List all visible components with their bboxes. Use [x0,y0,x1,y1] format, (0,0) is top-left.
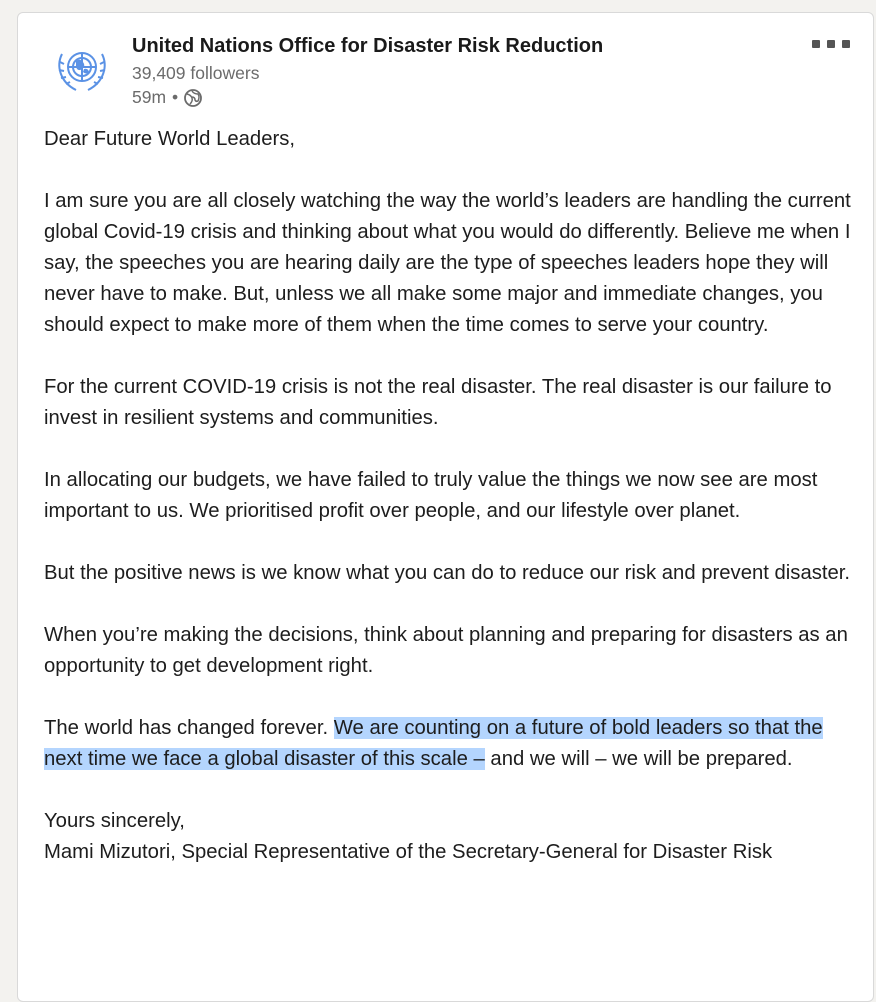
paragraph: But the positive news is we know what you can do to reduce our risk and prevent disaster. [44,562,851,584]
more-options-icon[interactable] [812,37,850,51]
un-emblem-icon[interactable] [52,42,112,96]
highlighted-text: We are counting on a future of bold leaders so that the next time we face a global disaster of this scale – [44,717,823,770]
paragraph: When you’re making the decisions, think about planning and preparing for disasters as an opportunity to get development right. [44,624,848,677]
closing: Yours sincerely, [44,810,185,832]
post-body [44,124,864,868]
greeting: Dear Future World Leaders, [44,128,296,150]
follower-count: 39,409 followers [132,63,260,83]
paragraph: In allocating our budgets, we have failed to truly value the things we now see are most important to us. We prioritised profit over people, and our lifestyle over planet. [44,469,818,522]
meta-separator: • [172,87,179,107]
menu-dot [842,40,850,48]
author-name[interactable]: United Nations Office for Disaster Risk Reduction [132,35,604,57]
paragraph: I am sure you are all closely watching the way the world’s leaders are handling the current global Covid-19 crisis and thinking about what you would do differently. Believe me when I say, the speeches you are hearing daily are the type of speeches leaders hope they will never have to make. But, unless we all make some major and immediate changes, you should expect to make more of them when the time comes to serve your country. [44,190,851,336]
post-meta [132,87,203,108]
paragraph-text: and we will – we will be prepared. [484,748,793,770]
menu-dot [827,40,835,48]
globe-icon [183,88,203,108]
post-time: 59m [132,87,167,107]
paragraph: For the current COVID-19 crisis is not the real disaster. The real disaster is our failure to invest in resilient systems and communities. [44,376,832,429]
menu-dot [812,40,820,48]
signature: Mami Mizutori, Special Representative of the Secretary-General for Disaster Risk [44,841,773,863]
paragraph-text: The world has changed forever. [44,717,334,739]
paragraph [44,713,864,775]
